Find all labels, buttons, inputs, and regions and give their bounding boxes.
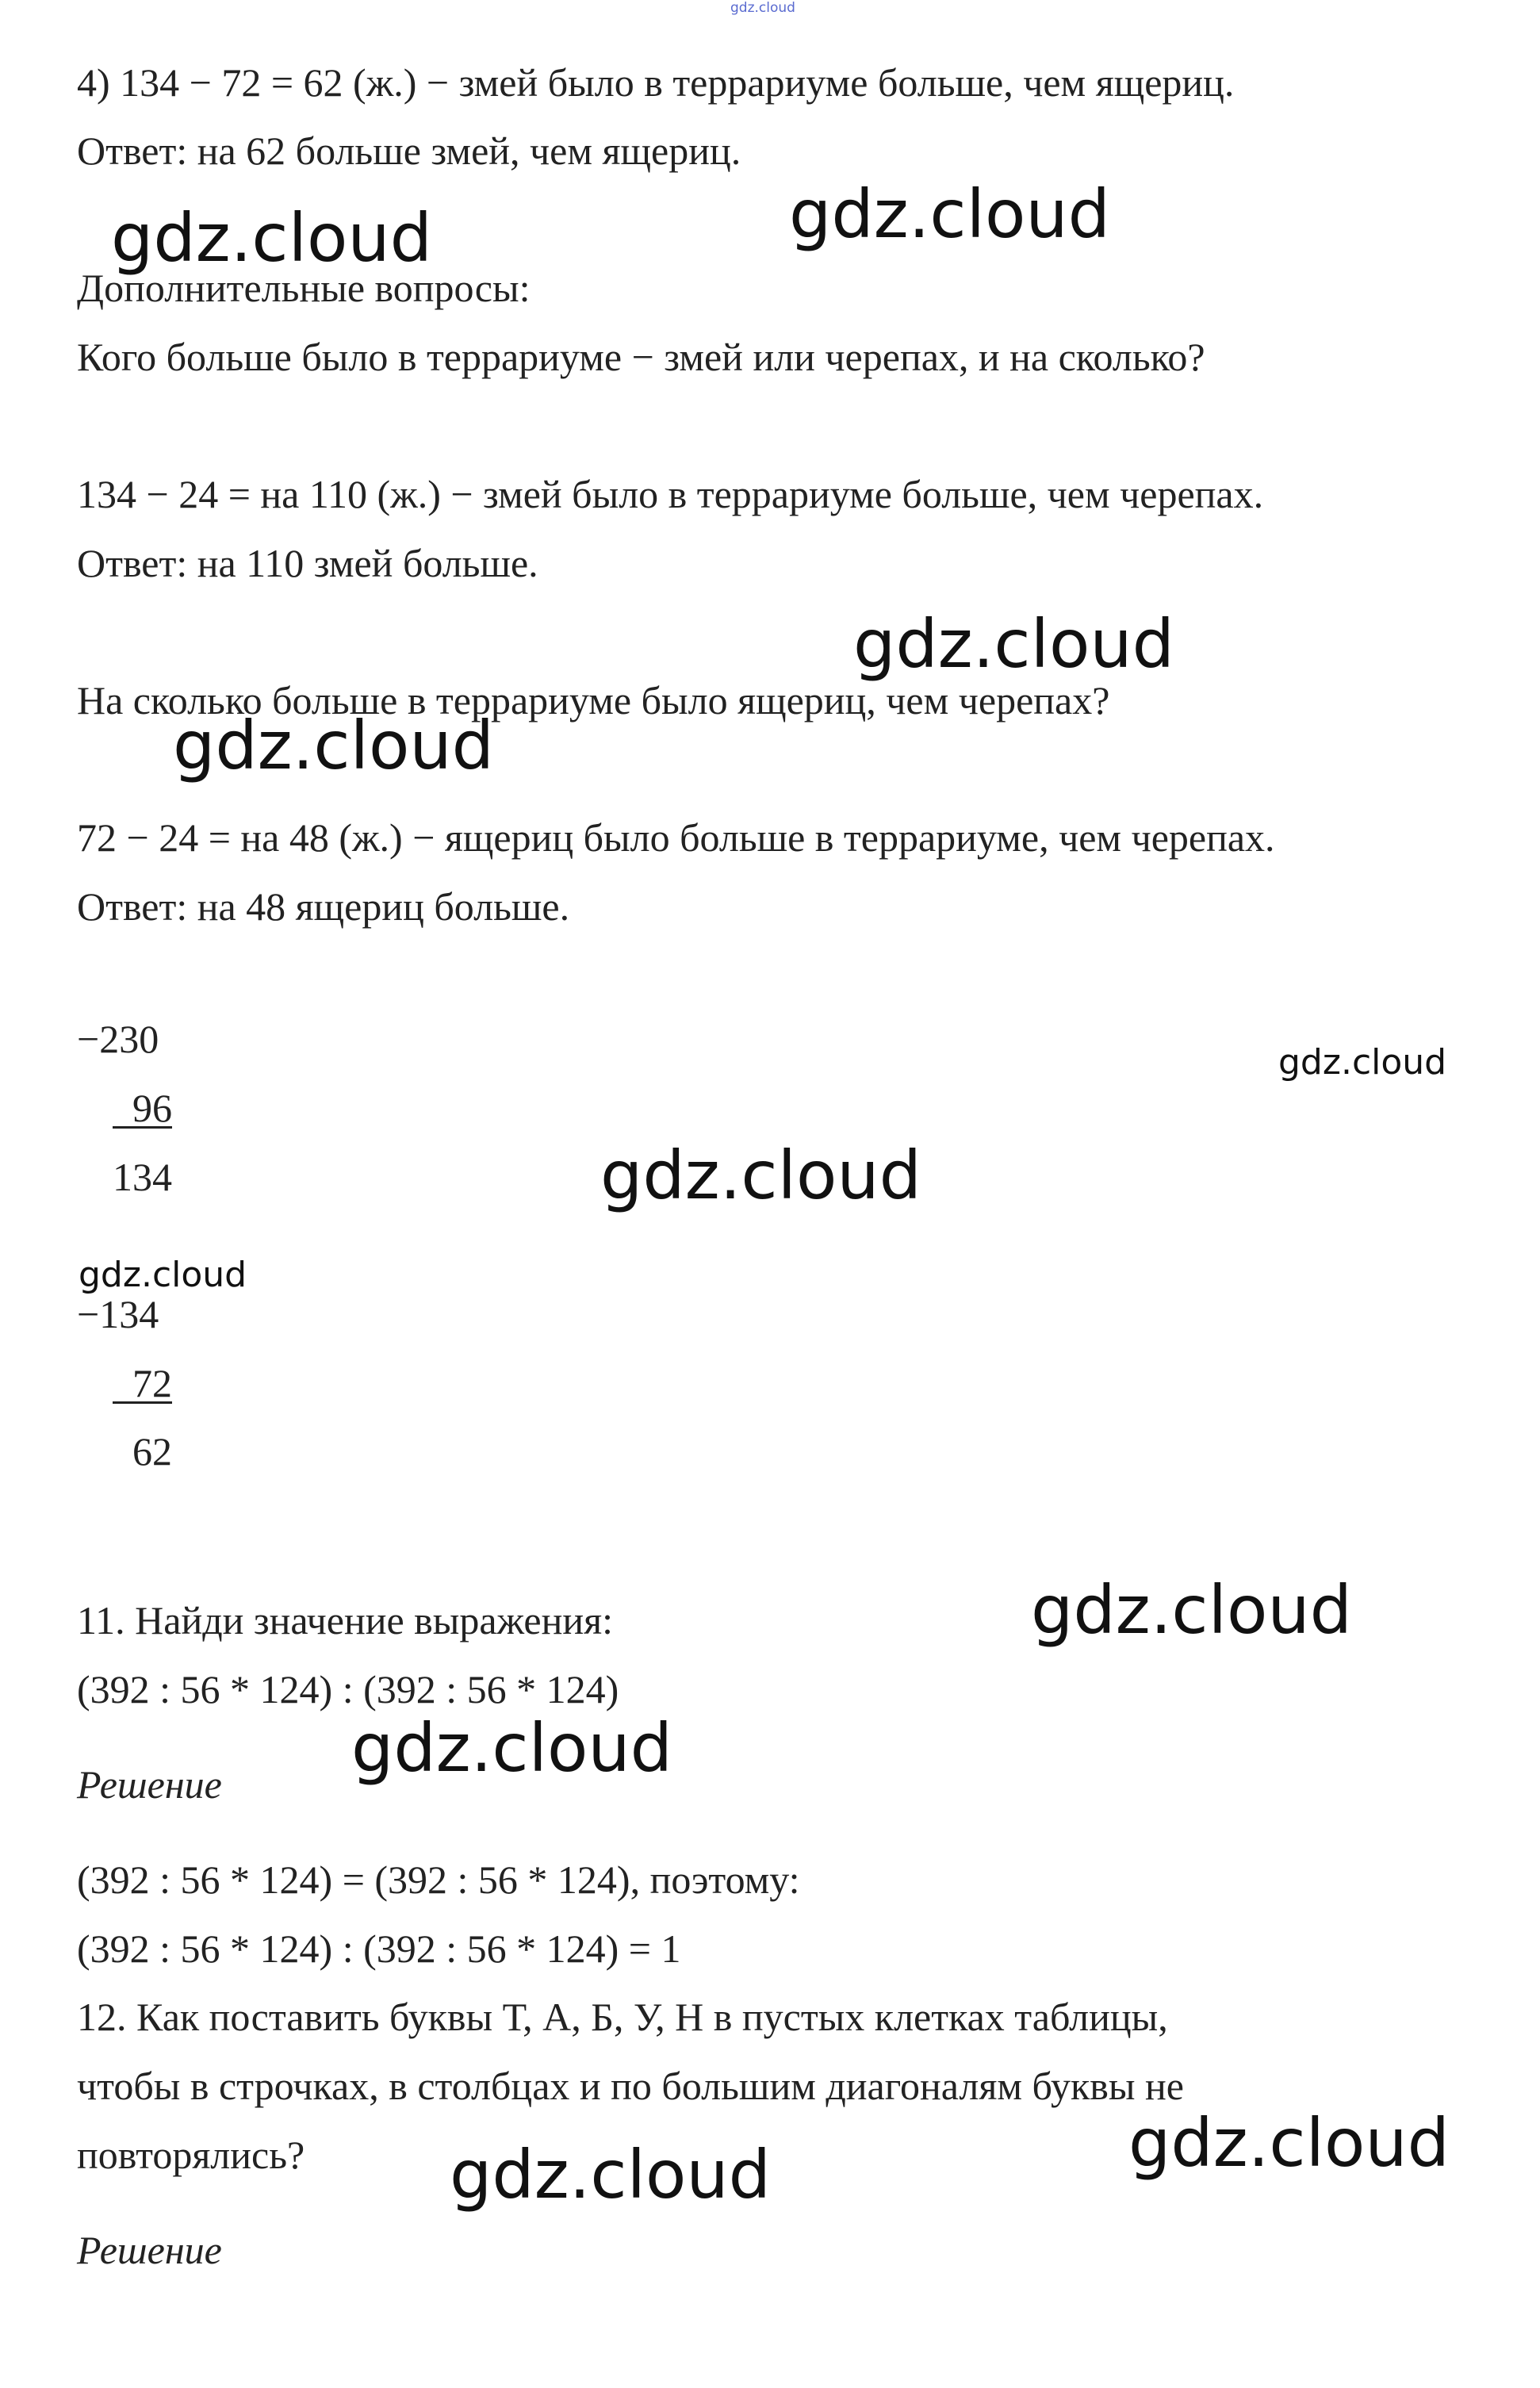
header-watermark: gdz.cloud bbox=[730, 0, 795, 16]
extra-questions-heading: Дополнительные вопросы: bbox=[77, 266, 531, 310]
task-11-expression: (392 : 56 * 124) : (392 : 56 * 124) bbox=[77, 1667, 619, 1711]
watermark: gdz.cloud bbox=[351, 1709, 672, 1787]
watermark: gdz.cloud bbox=[600, 1137, 921, 1214]
column-sub-2-subtrahend bbox=[77, 1359, 172, 1407]
watermark: gdz.cloud bbox=[79, 1255, 247, 1295]
task-11-solution-step-2: (392 : 56 * 124) : (392 : 56 * 124) = 1 bbox=[77, 1926, 681, 1971]
task-4-equation: 4) 134 − 72 = 62 (ж.) − змей было в террариуме больше, чем ящериц. bbox=[77, 60, 1235, 105]
task-12-line-1: 12. Как поставить буквы Т, А, Б, У, Н в пустых клетках таблицы, bbox=[77, 1995, 1168, 2039]
column-sub-1-subtrahend bbox=[77, 1084, 172, 1132]
column-sub-2-minuend: −134 bbox=[77, 1292, 159, 1336]
column-sub-1-result: 134 bbox=[113, 1155, 172, 1199]
column-sub-1-subtrahend-value: 96 bbox=[132, 1086, 172, 1130]
extra-question-1-equation: 134 − 24 = на 110 (ж.) − змей было в террариуме больше, чем черепах. bbox=[77, 472, 1264, 516]
task-12-solution-label: Решение bbox=[77, 2228, 222, 2272]
task-12-line-2: чтобы в строчках, в столбцах и по большим диагоналям буквы не bbox=[77, 2064, 1184, 2108]
column-sub-2-result: 62 bbox=[132, 1429, 172, 1474]
task-11-heading: 11. Найди значение выражения: bbox=[77, 1598, 614, 1642]
watermark: gdz.cloud bbox=[1128, 2104, 1450, 2182]
watermark: gdz.cloud bbox=[789, 175, 1110, 253]
extra-question-2-equation: 72 − 24 = на 48 (ж.) − ящериц было больше в террариуме, чем черепах. bbox=[77, 815, 1275, 860]
watermark: gdz.cloud bbox=[450, 2136, 771, 2214]
column-sub-2-subtrahend-value: 72 bbox=[132, 1361, 172, 1405]
extra-question-1-answer: Ответ: на 110 змей больше. bbox=[77, 541, 538, 585]
watermark: gdz.cloud bbox=[173, 707, 494, 784]
task-11-solution-step-1: (392 : 56 * 124) = (392 : 56 * 124), поэтому: bbox=[77, 1857, 800, 1902]
watermark: gdz.cloud bbox=[1278, 1042, 1447, 1083]
extra-question-2-answer: Ответ: на 48 ящериц больше. bbox=[77, 884, 570, 929]
column-sub-1-minuend: −230 bbox=[77, 1017, 159, 1061]
watermark: gdz.cloud bbox=[1031, 1571, 1352, 1649]
task-11-solution-label: Решение bbox=[77, 1762, 222, 1807]
watermark: gdz.cloud bbox=[111, 199, 432, 277]
extra-question-1: Кого больше было в террариуме − змей или черепах, и на сколько? bbox=[77, 335, 1205, 379]
task-12-line-3: повторялись? bbox=[77, 2133, 305, 2177]
watermark: gdz.cloud bbox=[853, 605, 1174, 683]
task-4-answer: Ответ: на 62 больше змей, чем ящериц. bbox=[77, 128, 741, 173]
extra-question-2: На сколько больше в террариуме было ящериц, чем черепах? bbox=[77, 678, 1110, 723]
